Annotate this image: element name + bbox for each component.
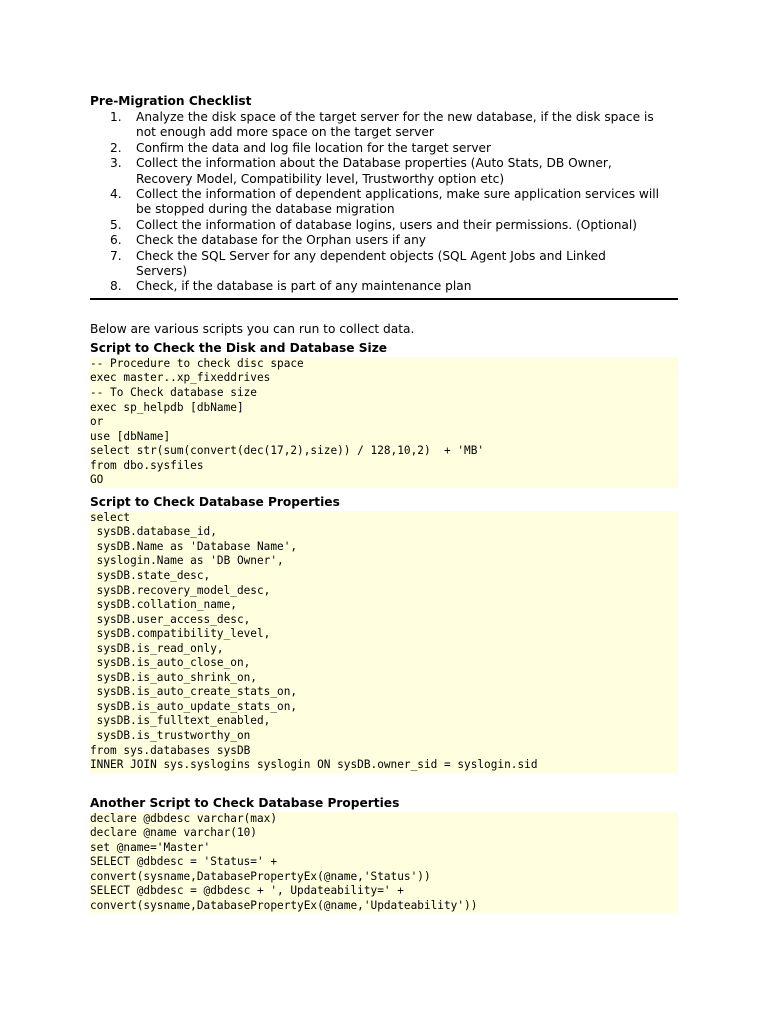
checklist-item-number: 8. [110, 279, 122, 294]
checklist-item-number: 1. [110, 110, 122, 124]
checklist-item-text: Check the database for the Orphan users if any [136, 233, 427, 248]
checklist-item-number: 5. [110, 217, 122, 232]
checklist-item-text: Confirm the data and log file location for the target server [136, 140, 492, 155]
checklist-item-number: 2. [110, 140, 122, 155]
checklist-item-text: Collect the information about the Database properties (Auto Stats, DB Owner, [136, 156, 612, 171]
checklist-item [90, 141, 678, 156]
code-block-another-db-properties: declare @dbdesc varchar(max) declare @name varchar(10) set @name='Master' SELECT @dbdesc = 'Status=' + convert(sysname,DatabasePropertyEx(@name,'Status')) SELECT @dbdesc = @dbdesc + ', Updateability=' + convert(sysname,DatabasePropertyEx(@name,'Updateability')) [90, 812, 678, 914]
checklist-item-text: Check, if the database is part of any maintenance plan [136, 279, 472, 294]
checklist-title: Pre-Migration Checklist [90, 94, 252, 108]
checklist-item-text: Servers) [136, 264, 188, 279]
checklist-item [90, 156, 678, 187]
intro-text: Below are various scripts you can run to collect data. [90, 321, 415, 336]
code-block-disk-size: -- Procedure to check disc space exec master..xp_fixeddrives -- To Check database size exec sp_helpdb [dbName] or use [dbName] select str(sum(convert(dec(17,2),size)) / 128,10,2) + 'MB' from dbo.sysfiles GO [90, 357, 678, 488]
checklist-item-text: not enough add more space on the target server [136, 125, 434, 140]
checklist-item [90, 233, 678, 248]
horizontal-rule [90, 298, 678, 300]
checklist-item-text: Collect the information of dependent applications, make sure application services will [136, 187, 660, 202]
checklist-item [90, 187, 678, 218]
checklist-item-number: 4. [110, 187, 122, 202]
checklist-item-number: 7. [110, 248, 122, 263]
checklist-item [90, 249, 678, 280]
section-title-another-db-properties: Another Script to Check Database Properties [90, 795, 400, 810]
checklist-item-text: be stopped during the database migration [136, 202, 395, 217]
section-title-db-properties: Script to Check Database Properties [90, 494, 340, 509]
checklist-item [90, 279, 678, 294]
checklist-item-text: Analyze the disk space of the target server for the new database, if the disk space is [136, 110, 654, 124]
code-block-db-properties: select sysDB.database_id, sysDB.Name as 'Database Name', syslogin.Name as 'DB Owner', sysDB.state_desc, sysDB.recovery_model_desc, sysDB.collation_name, sysDB.user_access_desc, sysDB.compatibility_level, sysDB.is_read_only, sysDB.is_auto_close_on, sysDB.is_auto_shrink_on, sysDB.is_auto_create_stats_on, sysDB.is_auto_update_stats_on, sysDB.is_fulltext_enabled, sysDB.is_trustworthy_on from sys.databases sysDB INNER JOIN sys.syslogins syslogin ON sysDB.owner_sid = syslogin.sid [90, 511, 678, 773]
checklist-item-number: 3. [110, 156, 122, 171]
checklist-item-text: Recovery Model, Compatibility level, Trustworthy option etc) [136, 171, 505, 186]
checklist-item [90, 218, 678, 233]
checklist-item-text: Check the SQL Server for any dependent objects (SQL Agent Jobs and Linked [136, 248, 606, 263]
checklist-item-number: 6. [110, 233, 122, 248]
document-page [90, 93, 678, 913]
checklist-list [90, 110, 678, 295]
checklist-item [90, 110, 678, 141]
checklist-item-text: Collect the information of database logins, users and their permissions. (Optional) [136, 217, 638, 232]
section-title-disk-size: Script to Check the Disk and Database Size [90, 340, 388, 355]
